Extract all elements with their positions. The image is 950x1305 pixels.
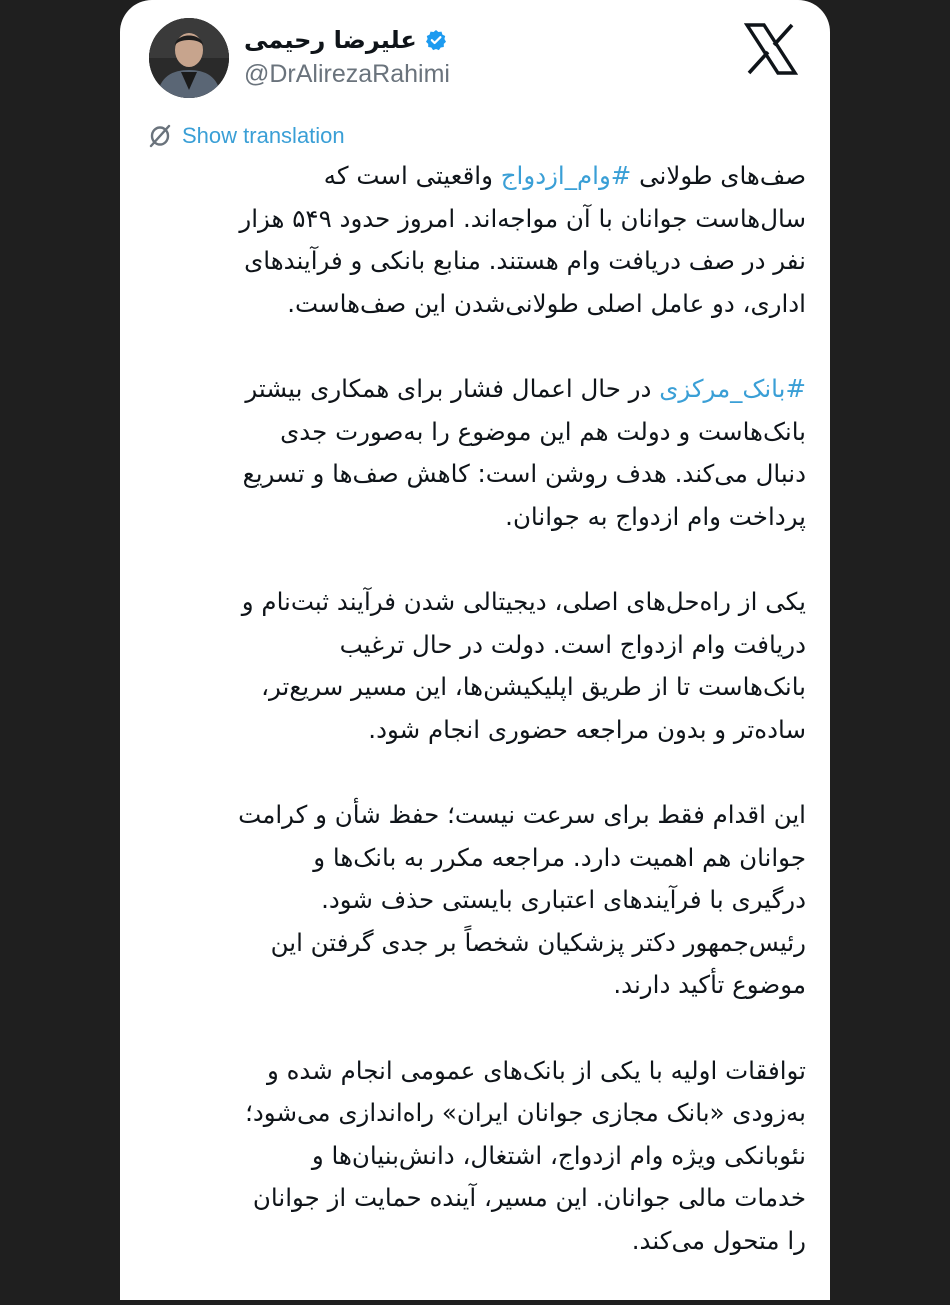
translate-icon <box>148 124 172 148</box>
author-display-name[interactable]: علیرضا رحیمی <box>244 26 417 54</box>
tweet-paragraph-2 <box>148 368 806 538</box>
text-line: یکی از راه‌حل‌های اصلی، دیجیتالی شدن فرآیند ثبت‌نام و <box>241 587 806 616</box>
text-segment: واقعیتی است که <box>323 161 501 190</box>
text-line: بانک‌هاست و دولت هم این موضوع را به‌صورت جدی <box>280 416 806 446</box>
text-line: دریافت وام ازدواج است. دولت در حال ترغیب <box>339 629 806 659</box>
text-line: رئیس‌جمهور دکتر پزشکیان شخصاً بر جدی گرفتن این <box>270 927 806 957</box>
text-line: سال‌هاست جوانان با آن مواجه‌اند. امروز حدود ۵۴۹ هزار <box>239 203 806 233</box>
hashtag-central-bank-link[interactable]: #بانک_مرکزی <box>659 374 806 403</box>
text-line: به‌زودی «بانک مجازی جوانان ایران» راه‌اندازی می‌شود؛ <box>245 1098 806 1127</box>
text-line: را متحول می‌کند. <box>631 1225 806 1255</box>
text-line: نئوبانکی ویژه وام ازدواج، اشتغال، دانش‌بنیان‌ها و <box>311 1140 806 1170</box>
text-line: درگیری با فرآیندهای اعتباری بایستی حذف شود. <box>321 885 806 914</box>
verified-badge-icon <box>425 29 447 51</box>
tweet-header <box>120 0 830 110</box>
text-line: دنبال می‌کند. هدف روشن است: کاهش صف‌ها و تسریع <box>242 459 806 488</box>
x-logo-icon <box>744 22 798 76</box>
text-segment: صف‌های طولانی <box>631 161 806 190</box>
text-line: خدمات مالی جوانان. این مسیر، آینده حمایت از جوانان <box>252 1183 806 1212</box>
show-translation-button[interactable] <box>148 121 345 151</box>
author-avatar[interactable] <box>149 18 229 98</box>
text-line <box>148 368 806 411</box>
author-name-row <box>244 22 447 58</box>
tweet-paragraph-3 <box>148 581 806 751</box>
tweet-card <box>120 0 830 1300</box>
hashtag-marriage-loan-link[interactable]: #وام_ازدواج <box>500 161 632 190</box>
tweet-paragraph-4 <box>148 794 806 1007</box>
text-line: اداری، دو عامل اصلی طولانی‌شدن این صف‌هاست. <box>287 288 806 318</box>
tweet-paragraph-5 <box>148 1050 806 1263</box>
text-line <box>148 155 806 198</box>
text-line: نفر در صف دریافت وام هستند. منابع بانکی و فرآیندهای <box>244 246 806 275</box>
show-translation-label: Show translation <box>182 123 345 148</box>
text-line: این اقدام فقط برای سرعت نیست؛ حفظ شأن و کرامت <box>238 800 806 829</box>
text-line: پرداخت وام ازدواج به جوانان. <box>505 501 806 531</box>
tweet-body <box>148 155 806 1305</box>
author-handle[interactable]: @DrAlirezaRahimi <box>244 60 450 88</box>
tweet-paragraph-1 <box>148 155 806 325</box>
user-avatar-icon <box>149 18 229 98</box>
text-segment: در حال اعمال فشار برای همکاری بیشتر <box>245 374 660 403</box>
text-line: جوانان هم اهمیت دارد. مراجعه مکرر به بانک‌ها و <box>313 842 806 872</box>
text-line: موضوع تأکید دارند. <box>613 970 806 999</box>
text-line: ساده‌تر و بدون مراجعه حضوری انجام شود. <box>368 714 806 744</box>
text-line: توافقات اولیه با یکی از بانک‌های عمومی انجام شده و <box>266 1055 806 1085</box>
text-line: بانک‌هاست تا از طریق اپلیکیشن‌ها، این مسیر سریع‌تر، <box>261 672 806 701</box>
